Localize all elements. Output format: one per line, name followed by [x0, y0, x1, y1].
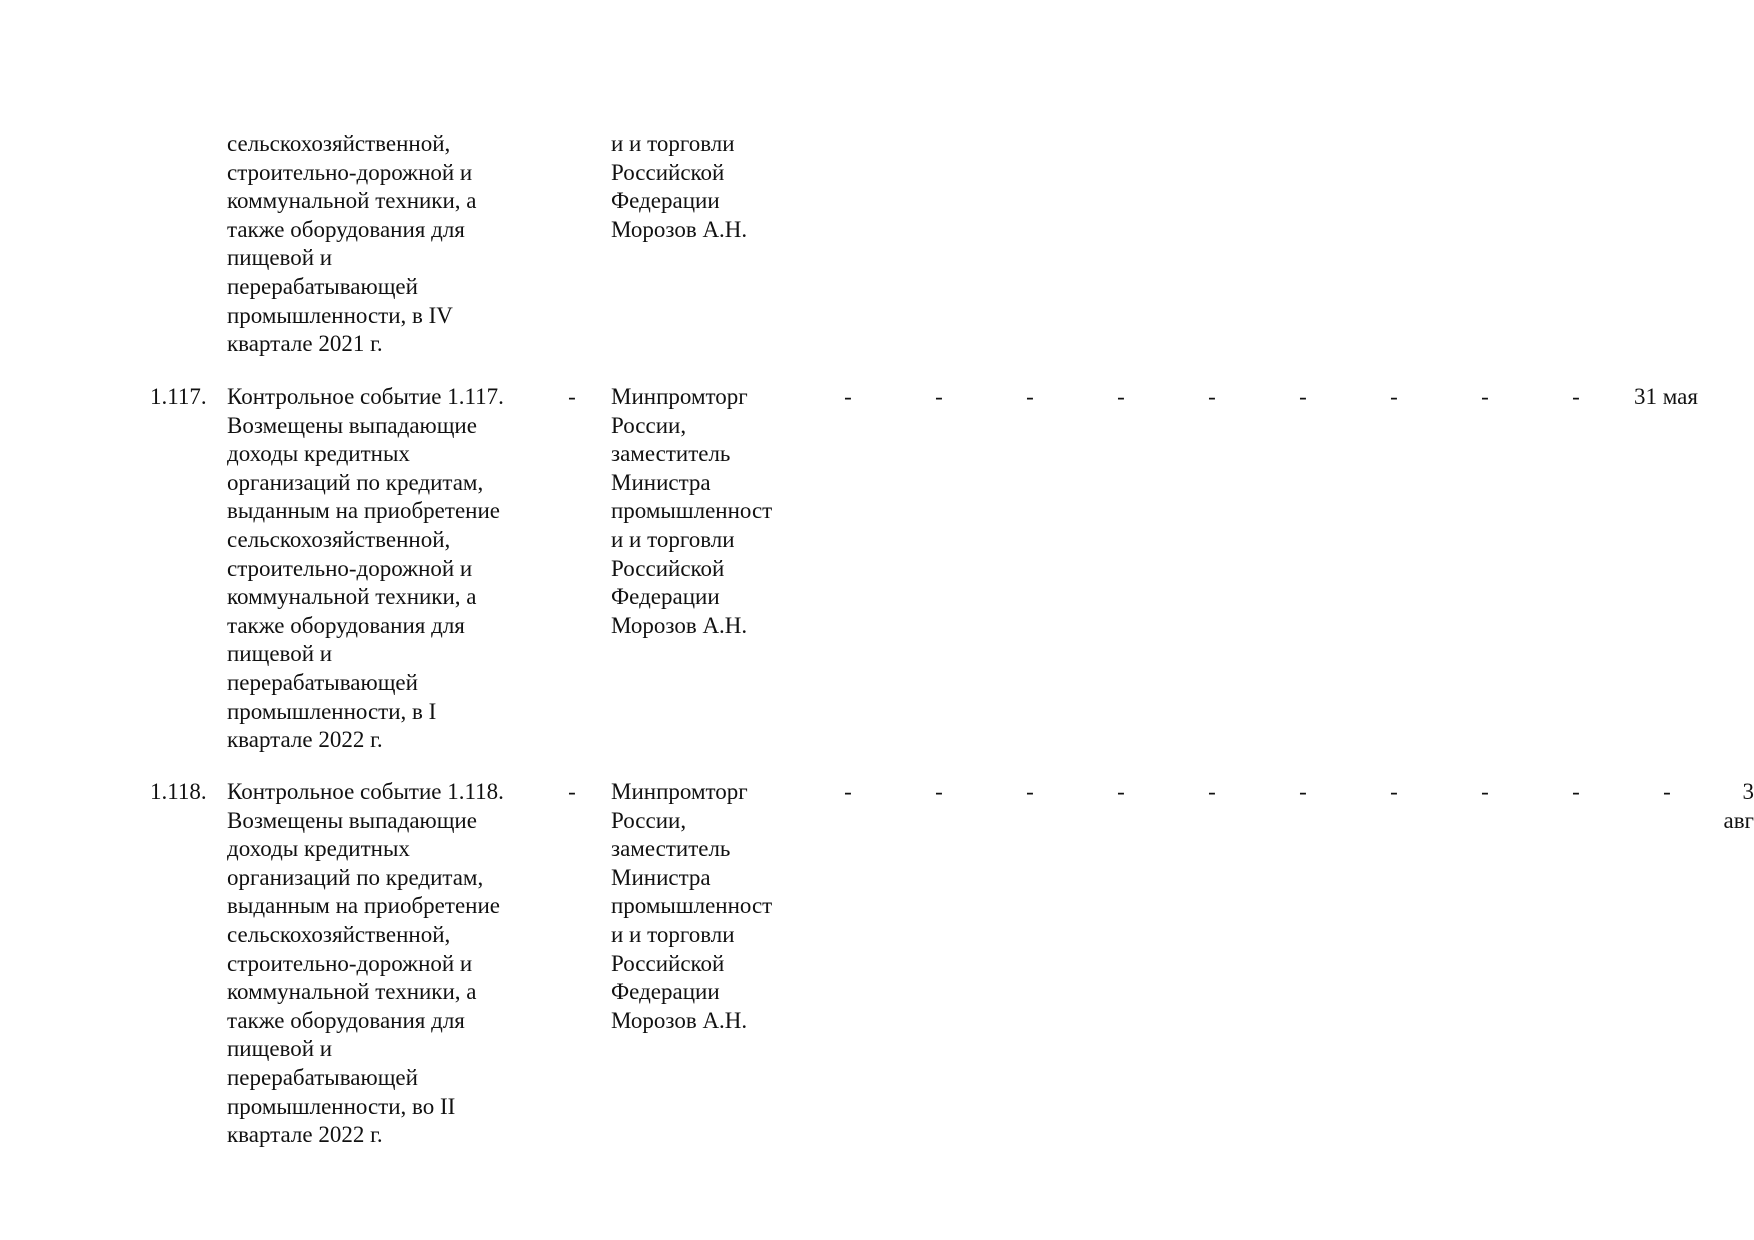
responsible-line: Морозов А.Н. — [611, 216, 748, 242]
schedule-mark: - — [1299, 384, 1307, 409]
responsible-line: заместитель — [611, 441, 731, 467]
responsible-line: Минпромторг — [611, 384, 748, 409]
responsible-line: России, — [611, 807, 687, 833]
description-line: организаций по кредитам, — [227, 469, 484, 495]
description-line: промышленности, во II — [227, 1093, 456, 1119]
deadline-date: 31 мая — [1634, 384, 1698, 409]
responsible-line: России, — [611, 412, 687, 438]
row-responsible — [611, 130, 747, 244]
schedule-mark: - — [935, 384, 943, 409]
schedule-mark: - — [935, 779, 943, 804]
responsible-line: промышленност — [611, 498, 773, 524]
responsible-line: и и торговли — [611, 526, 735, 552]
description-line: также оборудования для — [227, 216, 465, 242]
description-line: доходы кредитных — [227, 836, 410, 862]
type-mark: - — [568, 779, 576, 804]
description-line: Возмещены выпадающие — [227, 412, 477, 438]
description-line: пищевой и — [227, 245, 333, 271]
responsible-line: и и торговли — [611, 921, 735, 947]
row-description — [227, 130, 477, 359]
schedule-mark: - — [844, 779, 852, 804]
schedule-mark: - — [1208, 384, 1216, 409]
responsible-line: Российской — [611, 159, 725, 185]
responsible-line: Федерации — [611, 979, 720, 1005]
schedule-mark: - — [1026, 384, 1034, 409]
responsible-line: Российской — [611, 555, 725, 581]
schedule-mark: - — [1208, 779, 1216, 804]
schedule-mark: - — [1117, 779, 1125, 804]
description-line: Контрольное событие 1.118. — [227, 779, 504, 804]
row-number: 1.118. — [150, 779, 207, 804]
description-line: пищевой и — [227, 1036, 333, 1062]
schedule-mark: - — [1026, 779, 1034, 804]
description-line: выданным на приобретение — [227, 893, 500, 919]
responsible-line: Министра — [611, 864, 711, 890]
row-description — [227, 778, 504, 1150]
schedule-mark: - — [844, 384, 852, 409]
description-line: коммунальной техники, а — [227, 584, 477, 610]
description-line: перерабатывающей — [227, 273, 418, 299]
description-line: сельскохозяйственной, — [227, 526, 451, 552]
responsible-line: Минпромторг — [611, 779, 748, 804]
responsible-line: и и торговли — [611, 131, 735, 156]
description-line: промышленности, в I — [227, 698, 437, 724]
description-line: Контрольное событие 1.117. — [227, 384, 504, 409]
description-line: квартале 2022 г. — [227, 727, 383, 753]
description-line: также оборудования для — [227, 1007, 465, 1033]
deadline-date-line: авг — [1723, 807, 1754, 833]
schedule-mark: - — [1299, 779, 1307, 804]
description-line: также оборудования для — [227, 612, 465, 638]
responsible-line: Российской — [611, 950, 725, 976]
description-line: перерабатывающей — [227, 669, 418, 695]
description-line: пищевой и — [227, 641, 333, 667]
deadline-date-line: 3 — [1742, 779, 1754, 804]
schedule-mark: - — [1663, 779, 1671, 804]
description-line: перерабатывающей — [227, 1064, 418, 1090]
description-line: строительно-дорожной и — [227, 555, 473, 581]
deadline-date-clipped — [1723, 778, 1754, 835]
row-description — [227, 383, 504, 755]
schedule-mark: - — [1117, 384, 1125, 409]
schedule-mark: - — [1481, 779, 1489, 804]
description-line: сельскохозяйственной, — [227, 921, 451, 947]
schedule-mark: - — [1572, 779, 1580, 804]
row-responsible — [611, 778, 772, 1035]
description-line: организаций по кредитам, — [227, 864, 484, 890]
responsible-line: Морозов А.Н. — [611, 612, 748, 638]
description-line: сельскохозяйственной, — [227, 131, 451, 156]
description-line: доходы кредитных — [227, 441, 410, 467]
description-line: выданным на приобретение — [227, 498, 500, 524]
responsible-line: Федерации — [611, 584, 720, 610]
schedule-mark: - — [1390, 779, 1398, 804]
responsible-line: Министра — [611, 469, 711, 495]
description-line: промышленности, в IV — [227, 302, 453, 328]
description-line: квартале 2021 г. — [227, 331, 383, 357]
description-line: коммунальной техники, а — [227, 979, 477, 1005]
description-line: строительно-дорожной и — [227, 950, 473, 976]
responsible-line: Морозов А.Н. — [611, 1007, 748, 1033]
responsible-line: Федерации — [611, 188, 720, 214]
description-line: строительно-дорожной и — [227, 159, 473, 185]
row-responsible — [611, 383, 772, 640]
schedule-mark: - — [1572, 384, 1580, 409]
description-line: Возмещены выпадающие — [227, 807, 477, 833]
schedule-mark: - — [1390, 384, 1398, 409]
row-number: 1.117. — [150, 384, 207, 409]
responsible-line: заместитель — [611, 836, 731, 862]
description-line: квартале 2022 г. — [227, 1122, 383, 1148]
responsible-line: промышленност — [611, 893, 773, 919]
description-line: коммунальной техники, а — [227, 188, 477, 214]
type-mark: - — [568, 384, 576, 409]
schedule-mark: - — [1481, 384, 1489, 409]
